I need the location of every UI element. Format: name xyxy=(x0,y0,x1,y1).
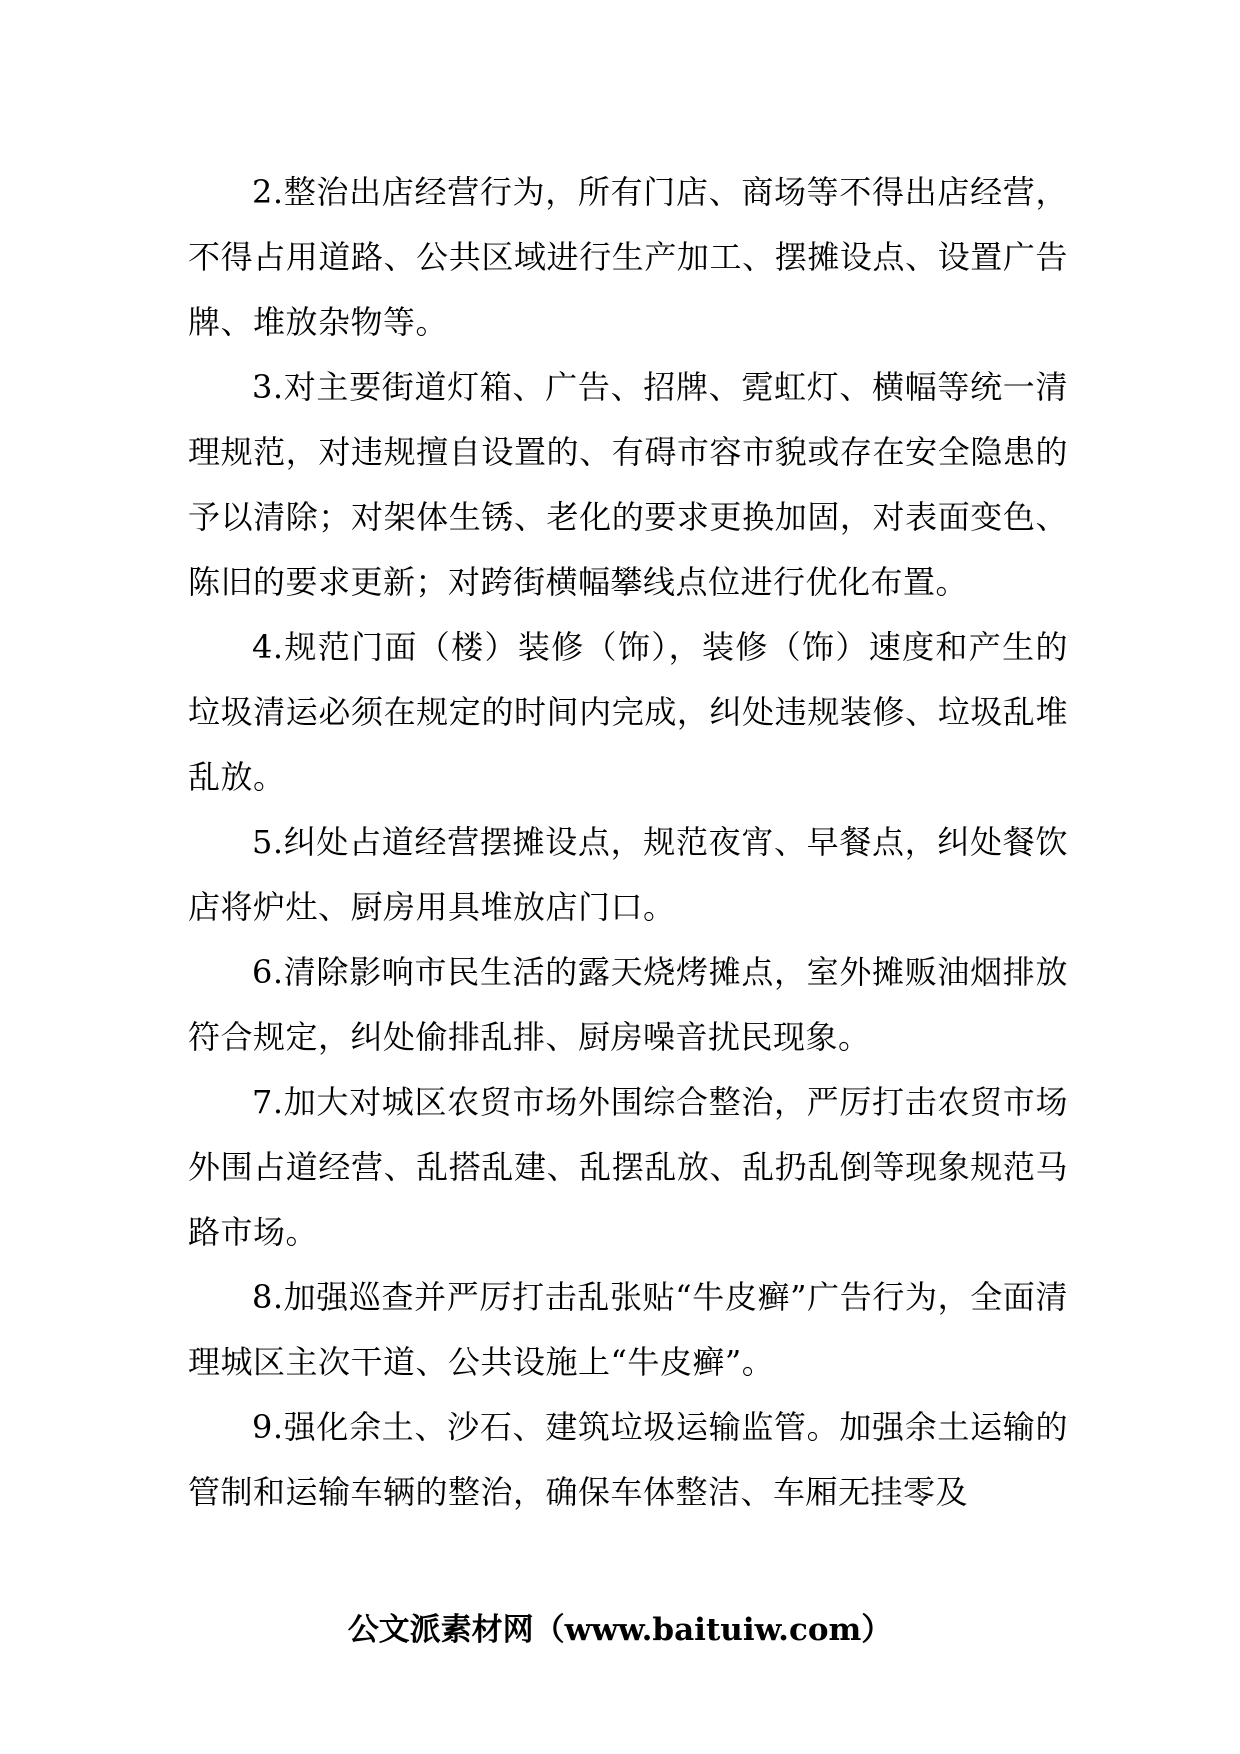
paragraph-item-9: 9.强化余土、沙石、建筑垃圾运输监管。加强余土运输的管制和运输车辆的整治，确保车体整洁、车厢无挂零及 xyxy=(188,1408,1068,1511)
paragraph-item-3: 3.对主要街道灯箱、广告、招牌、霓虹灯、横幅等统一清理规范，对违规擅自设置的、有碍市容市貌或存在安全隐患的予以清除；对架体生锈、老化的要求更换加固，对表面变色、陈旧的要求更新；对跨街横幅攀线点位进行优化布置。 xyxy=(188,368,1068,601)
paragraph-item-2: 2.整治出店经营行为，所有门店、商场等不得出店经营，不得占用道路、公共区域进行生产加工、摆摊设点、设置广告牌、堆放杂物等。 xyxy=(188,173,1068,341)
paragraph-item-7: 7.加大对城区农贸市场外围综合整治，严厉打击农贸市场外围占道经营、乱搭乱建、乱摆乱放、乱扔乱倒等现象规范马路市场。 xyxy=(188,1083,1068,1251)
document-body xyxy=(188,160,1068,1525)
paragraph-item-4: 4.规范门面（楼）装修（饰），装修（饰）速度和产生的垃圾清运必须在规定的时间内完成，纠处违规装修、垃圾乱堆乱放。 xyxy=(188,628,1068,796)
paragraph-item-6: 6.清除影响市民生活的露天烧烤摊点，室外摊贩油烟排放符合规定，纠处偷排乱排、厨房噪音扰民现象。 xyxy=(188,953,1068,1056)
page-footer: 公文派素材网（www.baituiw.com） xyxy=(347,1612,893,1648)
paragraph-item-5: 5.纠处占道经营摆摊设点，规范夜宵、早餐点，纠处餐饮店将炉灶、厨房用具堆放店门口。 xyxy=(188,823,1068,926)
paragraph-item-8: 8.加强巡查并严厉打击乱张贴“牛皮癣”广告行为，全面清理城区主次干道、公共设施上“牛皮癣”。 xyxy=(188,1278,1068,1381)
